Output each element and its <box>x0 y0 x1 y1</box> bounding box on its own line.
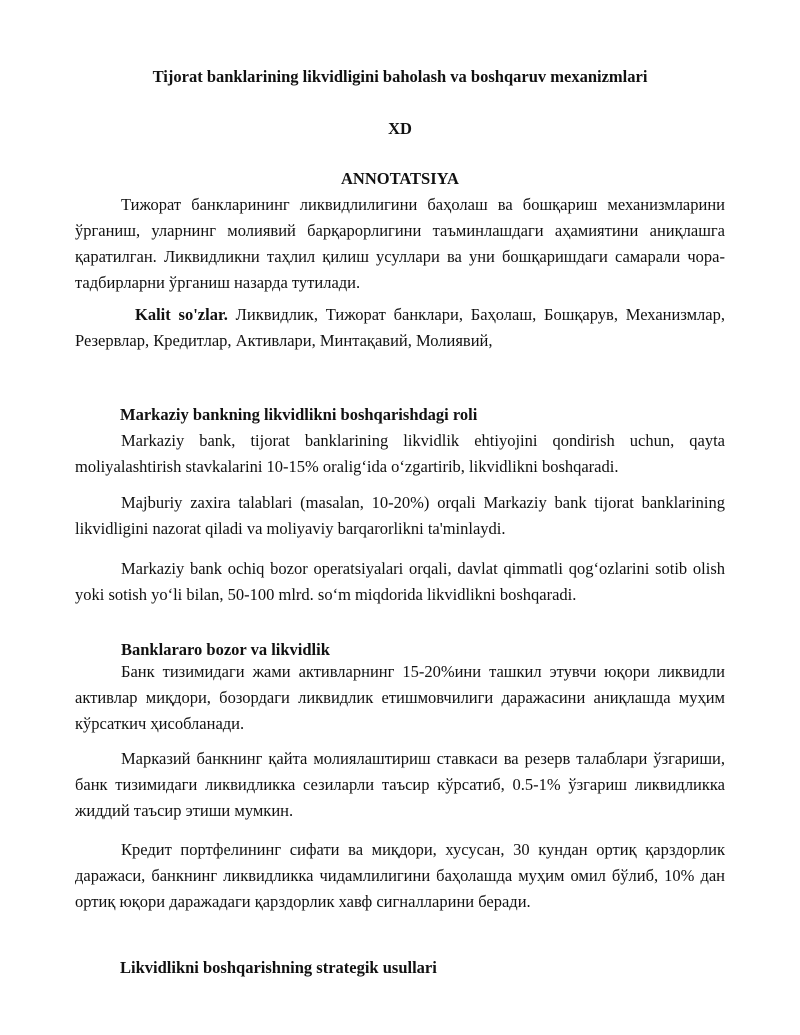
keywords-paragraph <box>75 302 725 354</box>
section1-paragraph-3: Markaziy bank ochiq bozor operatsiyalari orqali, davlat qimmatli qog‘ozlarini sotib olish yoki sotish yo‘li bilan, 50-100 mlrd. so‘m miqdorida likvidlikni boshqaradi. <box>75 559 725 604</box>
abstract-heading: ANNOTATSIYA <box>341 169 459 188</box>
keywords-text: Ликвидлик, Тижорат банклари, Баҳолаш, Бошқарув, Механизмлар, Резервлар, Кредитлар, Активлари, Минтақавий, Молиявий, <box>75 305 725 350</box>
section2-paragraph-3: Кредит портфелининг сифати ва миқдори, хусусан, 30 кундан ортиқ қарздорлик даражаси, банкнинг ликвидликка чидамлилигини баҳолашда муҳим омил бўлиб, 10% дан ортиқ юқори даражадаги қарздорлик хавф сигналларини беради. <box>75 840 725 911</box>
abstract-paragraph: Тижорат банкларининг ликвидлилигини баҳолаш ва бошқариш механизмларини ўрганиш, уларнинг молиявий барқарорлигини таъминлашдаги аҳамиятини аниқлашга қаратилган. Ликвидликни таҳлил қилиш усуллари ва уни бошқаришдаги самарали чора-тадбирларни ўрганиш назарда тутилади. <box>75 195 725 292</box>
section-heading-central-bank: Markaziy bankning likvidlikni boshqarishdagi roli <box>120 405 478 424</box>
section1-paragraph-2: Majburiy zaxira talablari (masalan, 10-20%) orqali Markaziy bank tijorat banklarining likvidligini nazorat qiladi va moliyaviy barqarorlikni ta'minlaydi. <box>75 493 725 538</box>
section1-paragraph-1: Markaziy bank, tijorat banklarining likvidlik ehtiyojini qondirish uchun, qayta moliyalashtirish stavkalarini 10-15% oralig‘ida o‘zgartirib, likvidlikni boshqaradi. <box>75 431 725 476</box>
section-heading-interbank-market: Banklararo bozor va likvidlik <box>121 640 330 659</box>
document-author: XD <box>388 119 412 138</box>
document-title: Tijorat banklarining likvidligini baholash va boshqaruv mexanizmlari <box>152 67 648 86</box>
section2-paragraph-2: Марказий банкнинг қайта молиялаштириш ставкаси ва резерв талаблари ўзгариши, банк тизимидаги ликвидликка сезиларли таъсир кўрсатиб, 0.5-1% ўзгариш ликвидликка жиддий таъсир этиши мумкин. <box>75 749 725 820</box>
keywords-label: Kalit so'zlar. <box>135 305 228 324</box>
section-heading-strategic-methods: Likvidlikni boshqarishning strategik usullari <box>120 958 437 977</box>
section2-paragraph-1: Банк тизимидаги жами активларнинг 15-20%ини ташкил этувчи юқори ликвидли активлар миқдори, бозордаги ликвидлик етишмовчилиги даражасини аниқлашда муҳим кўрсаткич ҳисобланади. <box>75 662 725 733</box>
